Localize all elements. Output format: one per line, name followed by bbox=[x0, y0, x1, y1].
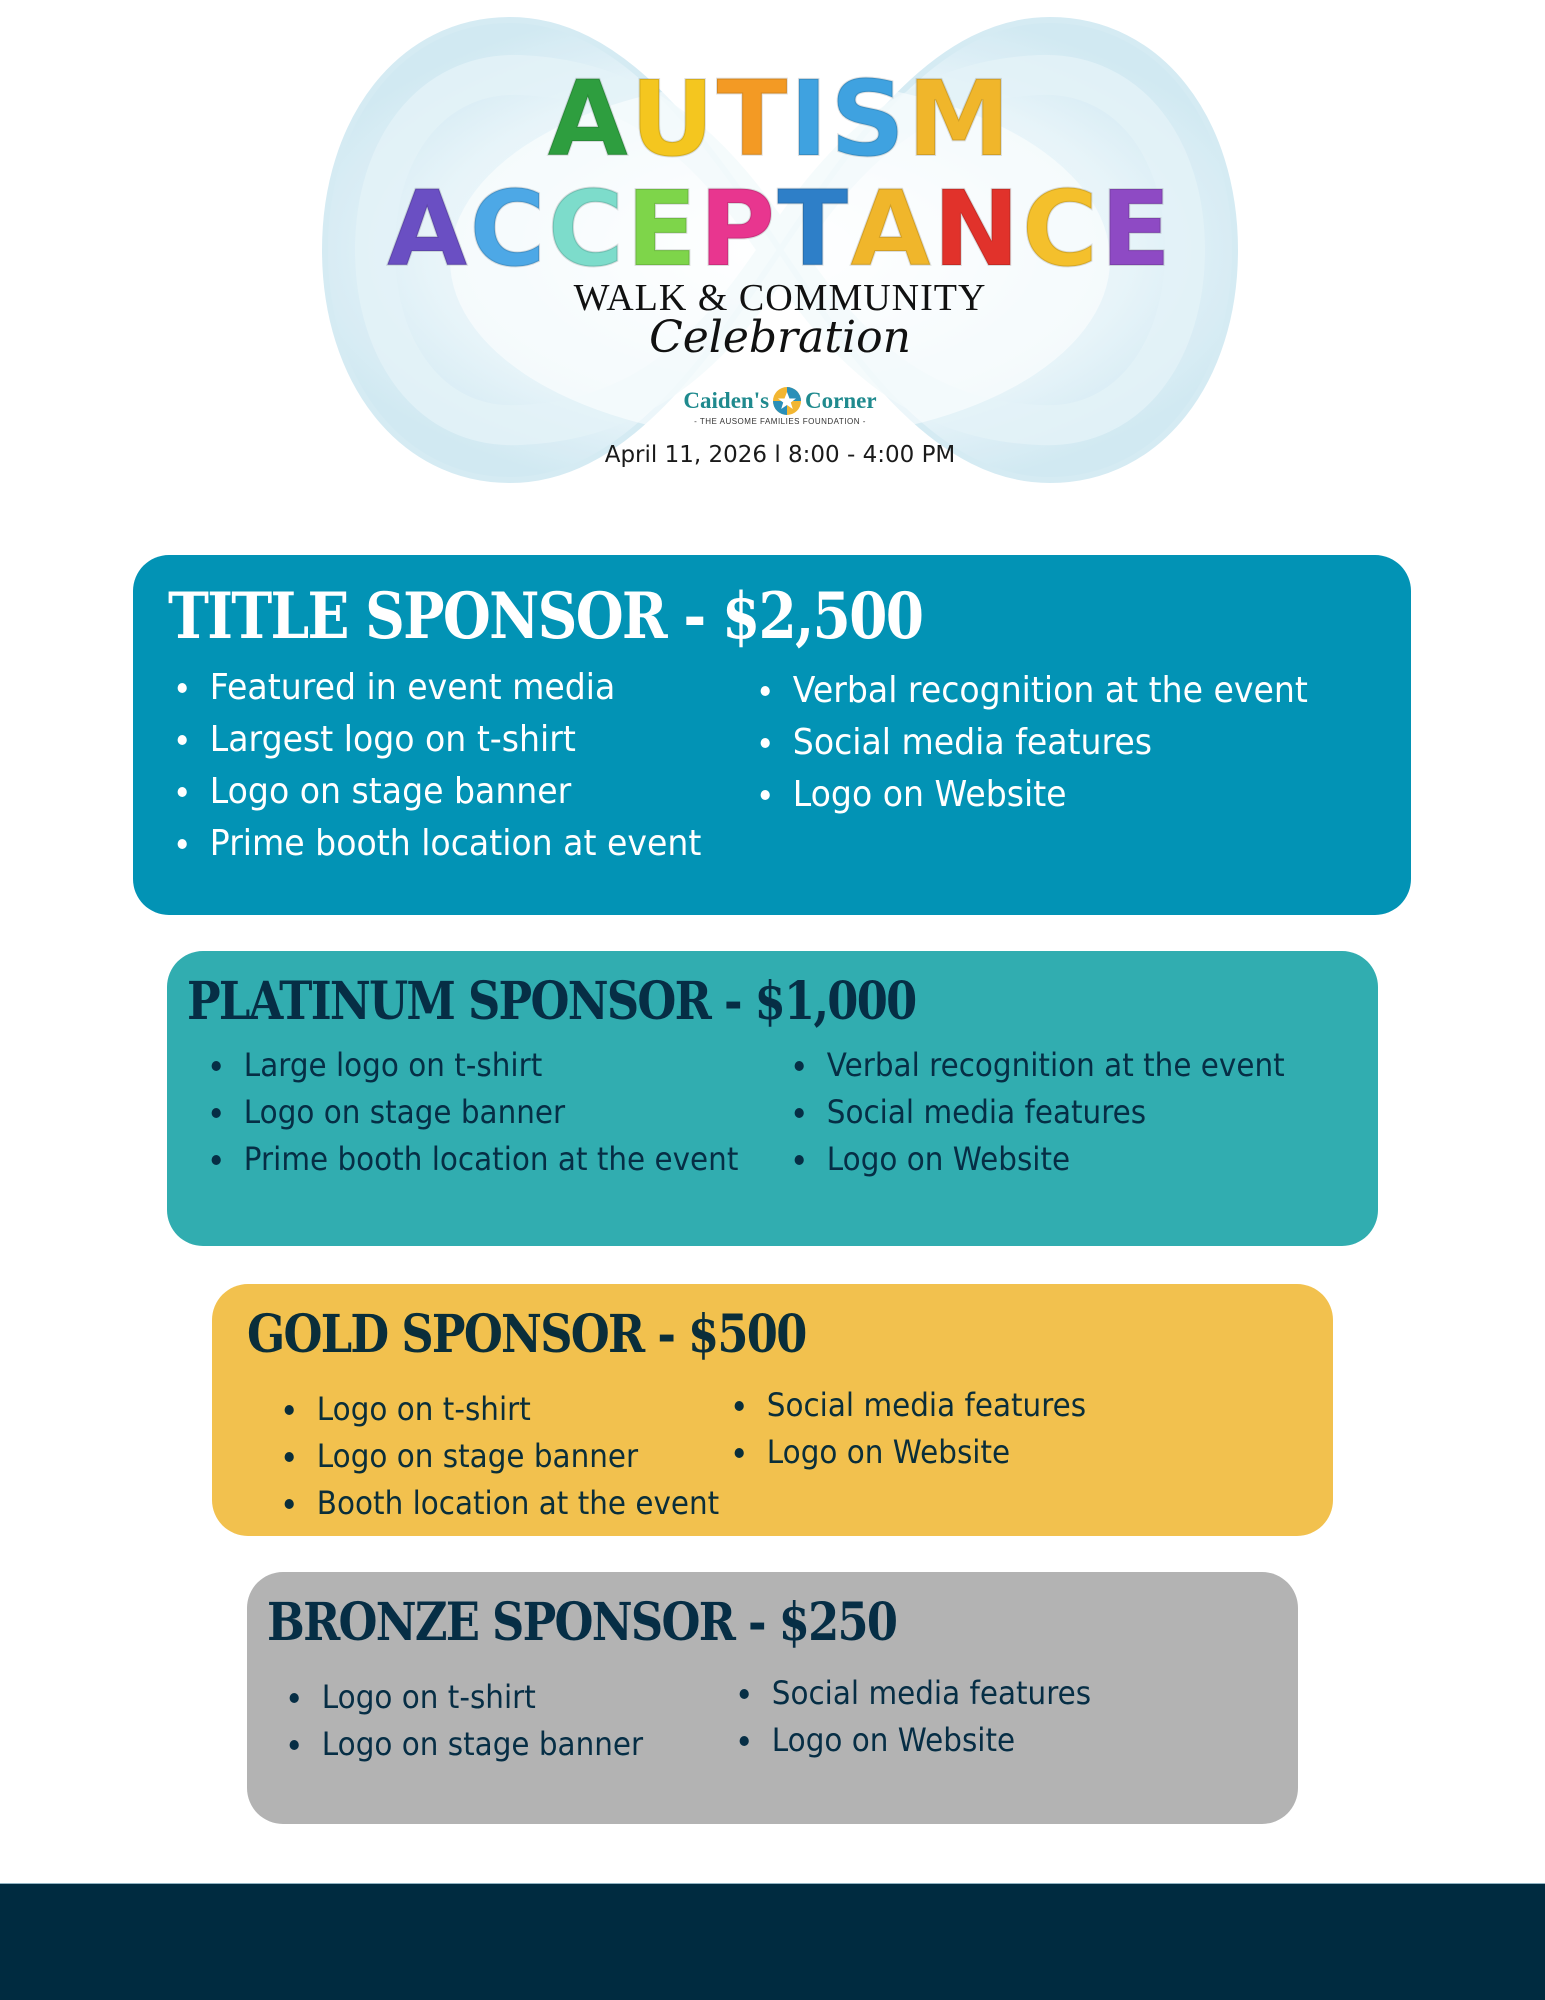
benefits-list-left bbox=[285, 1674, 674, 1768]
sponsor-heading: GOLD SPONSOR - $500 bbox=[247, 1304, 806, 1365]
organizer-tagline: - THE AUSOME FAMILIES FOUNDATION - bbox=[694, 417, 866, 426]
organizer-name-right: Corner bbox=[805, 388, 877, 413]
balloon-letter: C bbox=[1021, 168, 1101, 290]
benefit-item: Large logo on t-shirt bbox=[207, 1042, 738, 1089]
benefit-item: Logo on t-shirt bbox=[285, 1674, 643, 1721]
benefit-item: Logo on Website bbox=[735, 1717, 1091, 1764]
benefit-item: Largest logo on t-shirt bbox=[173, 714, 701, 766]
benefits-list-left bbox=[280, 1386, 757, 1527]
balloon-letter: A bbox=[547, 58, 630, 180]
event-logo-banner bbox=[320, 0, 1240, 500]
platinum-sponsor-card bbox=[167, 951, 1378, 1246]
balloon-letter: P bbox=[699, 168, 778, 290]
benefits-list-right bbox=[730, 1382, 1117, 1476]
balloon-letter: U bbox=[629, 58, 717, 180]
title-autism bbox=[320, 58, 1240, 180]
benefit-item: Prime booth location at the event bbox=[207, 1136, 738, 1183]
benefit-item: Social media features bbox=[735, 1670, 1091, 1717]
event-date-time: April 11, 2026 l 8:00 - 4:00 PM bbox=[604, 442, 956, 468]
benefit-item: Logo on stage banner bbox=[173, 766, 701, 818]
benefit-item: Verbal recognition at the event bbox=[756, 665, 1308, 717]
event-subtitle: WALK & COMMUNITY bbox=[573, 277, 987, 319]
benefit-item: Booth location at the event bbox=[280, 1480, 719, 1527]
benefits-list-right bbox=[756, 665, 1356, 821]
benefit-item: Social media features bbox=[756, 717, 1308, 769]
sponsor-heading: TITLE SPONSOR - $2,500 bbox=[168, 579, 923, 654]
balloon-letter: A bbox=[850, 168, 933, 290]
benefit-item: Logo on stage banner bbox=[280, 1433, 719, 1480]
benefits-list-left bbox=[207, 1042, 785, 1183]
benefits-list-left bbox=[173, 662, 747, 870]
organizer-logo bbox=[320, 386, 1240, 426]
star-circle-icon bbox=[772, 386, 802, 416]
benefits-list-right bbox=[735, 1670, 1122, 1764]
benefit-item: Social media features bbox=[730, 1382, 1086, 1429]
balloon-letter: M bbox=[907, 58, 1013, 180]
organizer-name-left: Caiden's bbox=[683, 388, 770, 413]
sponsor-heading: PLATINUM SPONSOR - $1,000 bbox=[187, 971, 916, 1032]
benefit-item: Logo on t-shirt bbox=[280, 1386, 719, 1433]
title-acceptance bbox=[320, 168, 1240, 290]
balloon-letter: I bbox=[789, 58, 831, 180]
balloon-letter: E bbox=[626, 168, 700, 290]
event-subtitle-script: Celebration bbox=[649, 312, 911, 363]
balloon-letter: C bbox=[469, 168, 548, 290]
benefit-item: Verbal recognition at the event bbox=[790, 1042, 1285, 1089]
benefits-list-right bbox=[790, 1042, 1328, 1183]
balloon-letter: T bbox=[777, 168, 851, 290]
benefit-item: Logo on Website bbox=[790, 1136, 1285, 1183]
benefit-item: Social media features bbox=[790, 1089, 1285, 1136]
balloon-letter: E bbox=[1100, 168, 1174, 290]
balloon-letter: N bbox=[932, 168, 1022, 290]
balloon-letter: C bbox=[547, 168, 626, 290]
title-sponsor-card bbox=[133, 555, 1411, 915]
balloon-letter: S bbox=[830, 58, 907, 180]
benefit-item: Logo on stage banner bbox=[207, 1089, 738, 1136]
gold-sponsor-card bbox=[212, 1284, 1333, 1536]
balloon-letter: A bbox=[386, 168, 470, 290]
footer-bar bbox=[0, 1883, 1545, 2000]
benefit-item: Logo on Website bbox=[756, 769, 1308, 821]
benefit-item: Logo on stage banner bbox=[285, 1721, 643, 1768]
benefit-item: Logo on Website bbox=[730, 1429, 1086, 1476]
bronze-sponsor-card bbox=[247, 1572, 1298, 1824]
sponsor-heading: BRONZE SPONSOR - $250 bbox=[267, 1592, 897, 1653]
balloon-letter: T bbox=[716, 58, 790, 180]
benefit-item: Prime booth location at event bbox=[173, 818, 701, 870]
benefit-item: Featured in event media bbox=[173, 662, 701, 714]
